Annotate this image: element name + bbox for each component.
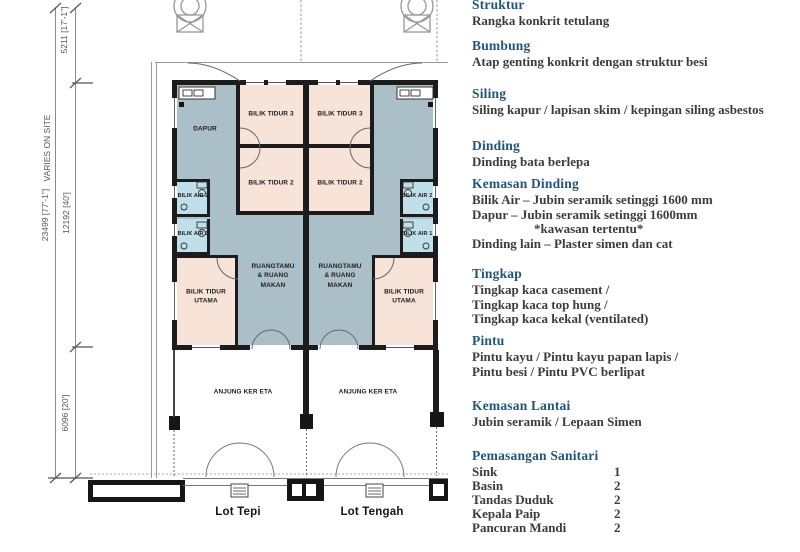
section-line: Dapur – Jubin seramik setinggi 1600mm [472, 206, 698, 222]
section-kemasan-dinding [472, 176, 790, 251]
label-ruangtamu: RUANGTAMU & RUANG MAKAN [318, 262, 362, 289]
lot-tepi-label: Lot Tepi [215, 506, 261, 518]
label-bilik-air-2: BILIK AIR 2 [177, 193, 209, 200]
sanitari-label: Kepala Paip [472, 506, 541, 521]
section-title: Dinding [472, 138, 520, 153]
label-bilik-tidur-2: BILIK TIDUR 2 [317, 179, 363, 187]
windows [172, 80, 438, 350]
label-bilik-tidur-utama: BILIK TIDUR UTAMA [186, 288, 226, 305]
section-line: Siling kapur / lapisan skim / kepingan siling asbestos [472, 102, 764, 117]
sanitari-row [472, 507, 790, 521]
dimension-ticks [48, 3, 93, 483]
section-line: Jubin seramik / Lepaan Simen [472, 414, 642, 429]
gate-arcs [206, 443, 404, 477]
section-title: Bumbung [472, 38, 531, 53]
section-title: Siling [472, 86, 507, 101]
section-dinding [472, 138, 790, 170]
label-bilik-tidur-3: BILIK TIDUR 3 [248, 110, 294, 118]
lot-tengah-label: Lot Tengah [340, 506, 404, 518]
section-line: Pintu besi / Pintu PVC berlipat [472, 363, 645, 379]
bathroom-fixture-icons [181, 182, 429, 249]
sanitari-label: Basin [472, 478, 504, 493]
section-line: Atap genting konkrit dengan struktur besi [472, 54, 708, 69]
dim-porch: 6096 [20'] [60, 394, 70, 432]
section-line: Rangka konkrit tetulang [472, 13, 610, 28]
section-line: Dinding bata berlepa [472, 154, 590, 169]
letterbox-icon [231, 484, 383, 497]
section-struktur [472, 0, 790, 29]
sanitari-row [472, 479, 790, 493]
section-pintu [472, 333, 790, 379]
label-bilik-air-1: BILIK AIR 1 [401, 231, 433, 238]
label-anjung-kereta: ANJUNG KER ETA [213, 388, 273, 396]
section-kemasan-lantai [472, 398, 790, 430]
sanitari-row [472, 521, 790, 535]
label-bilik-air-1: BILIK AIR 1 [177, 231, 209, 238]
dim-total: 23499 [77'-1"] [40, 188, 50, 242]
sanitari-qty: 2 [614, 478, 621, 493]
kitchen-counter-icon [179, 87, 433, 107]
section-line: Dinding lain – Plaster simen dan cat [472, 235, 673, 251]
sanitari-row [472, 493, 790, 507]
sanitari-label: Sink [472, 464, 498, 479]
sanitari-label: Pancuran Mandi [472, 520, 567, 535]
label-bilik-tidur-utama: BILIK TIDUR UTAMA [384, 288, 424, 305]
section-title: Kemasan Lantai [472, 398, 571, 413]
dim-varies: VARIES ON SITE [42, 114, 52, 182]
section-line: Tingkap kaca casement / [472, 282, 610, 297]
section-title: Pemasangan Sanitari [472, 448, 599, 463]
site-boundary [90, 0, 448, 478]
specs-panel [470, 0, 792, 552]
section-line: *kawasan tertentu* [534, 221, 644, 236]
label-dapur: DAPUR [193, 125, 217, 133]
section-title: Struktur [472, 0, 525, 12]
sanitari-qty: 1 [614, 464, 621, 479]
dim-back: 5211 [17'-1"] [59, 6, 69, 54]
label-bilik-tidur-3: BILIK TIDUR 3 [317, 110, 363, 118]
section-title: Pintu [472, 333, 505, 348]
section-siling [472, 86, 778, 118]
label-bilik-air-2: BILIK AIR 2 [401, 193, 433, 200]
section-title: Kemasan Dinding [472, 176, 579, 191]
sanitari-qty: 2 [614, 520, 621, 535]
letterbox-grill-lines [233, 488, 381, 494]
sanitari-row [472, 465, 790, 479]
section-pemasangan-sanitari [472, 448, 790, 535]
label-anjung-kereta: ANJUNG KER ETA [338, 388, 398, 396]
section-line: Tingkap kaca kekal (ventilated) [472, 311, 649, 326]
label-ruangtamu: RUANGTAMU & RUANG MAKAN [251, 262, 295, 289]
sanitari-qty: 2 [614, 492, 621, 507]
label-bilik-tidur-2: BILIK TIDUR 2 [248, 179, 294, 187]
sanitari-qty: 2 [614, 506, 621, 521]
sanitari-label: Tandas Duduk [472, 492, 554, 507]
section-bumbung [472, 38, 790, 70]
section-title: Tingkap [472, 266, 522, 281]
dim-house: 12192 [40'] [61, 192, 71, 234]
septic-tank-icon [174, 0, 433, 32]
section-tingkap [472, 266, 790, 327]
section-line: Bilik Air – Jubin seramik setinggi 1600 mm [472, 192, 713, 207]
section-line: Tingkap kaca top hung / [472, 296, 608, 312]
section-line: Pintu kayu / Pintu kayu papan lapis / [472, 349, 679, 364]
